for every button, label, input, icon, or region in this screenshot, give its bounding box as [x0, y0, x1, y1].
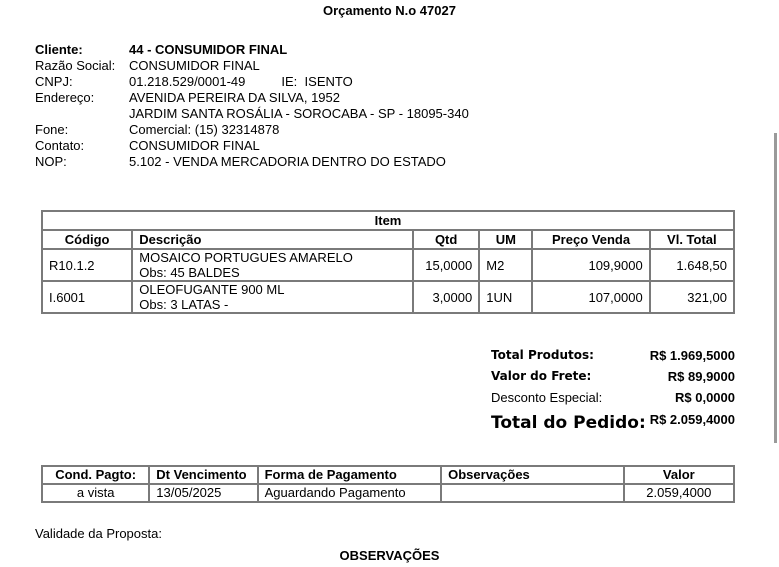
cell-total: 321,00 — [650, 281, 734, 313]
valor-frete-value: R$ 89,9000 — [667, 369, 735, 384]
info-value: Comercial: (15) 32314878 — [129, 122, 280, 137]
info-label: CNPJ: — [35, 74, 73, 89]
info-row-endereco — [35, 90, 469, 106]
col-header-vl-total: Vl. Total — [650, 230, 734, 249]
cell-codigo: R10.1.2 — [42, 249, 132, 281]
cell-obs — [441, 484, 624, 502]
info-value: CONSUMIDOR FINAL — [129, 138, 260, 153]
item-description: MOSAICO PORTUGUES AMARELO — [139, 250, 353, 265]
info-label: Cliente: — [35, 42, 83, 57]
table-row — [42, 249, 734, 281]
table-row — [42, 484, 734, 502]
totals-summary — [491, 345, 735, 438]
info-row-fone — [35, 122, 469, 138]
info-value: 44 - CONSUMIDOR FINAL — [129, 42, 288, 57]
col-header-descricao: Descrição — [132, 230, 413, 249]
cell-valor: 2.059,4000 — [624, 484, 734, 502]
info-value: JARDIM SANTA ROSÁLIA - SOROCABA - SP - 18095-340 — [129, 106, 469, 121]
cell-cond: a vista — [42, 484, 149, 502]
table-row — [42, 281, 734, 313]
item-obs: Obs: 45 BALDES — [139, 265, 240, 280]
observacoes-title: OBSERVAÇÕES — [339, 548, 440, 563]
cnpj-value: 01.218.529/0001-49 — [129, 74, 246, 89]
ie-value: ISENTO — [304, 74, 353, 89]
item-obs: Obs: 3 LATAS - — [139, 297, 229, 312]
info-value — [129, 74, 353, 90]
total-pedido-label: Total do Pedido: — [491, 413, 646, 433]
col-header-forma-pagamento: Forma de Pagamento — [258, 466, 442, 484]
col-header-codigo: Código — [42, 230, 132, 249]
desconto-label: Desconto Especial: — [491, 390, 603, 405]
col-header-cond-pagto: Cond. Pagto: — [42, 466, 149, 484]
item-description: OLEOFUGANTE 900 ML — [139, 282, 285, 297]
total-produtos-label: Total Produtos: — [491, 348, 594, 362]
cell-vencimento: 13/05/2025 — [149, 484, 257, 502]
info-value: CONSUMIDOR FINAL — [129, 58, 260, 73]
total-produtos-value: R$ 1.969,5000 — [649, 348, 735, 363]
page-title: Orçamento N.o 47027 — [323, 3, 456, 18]
cell-preco: 109,9000 — [532, 249, 649, 281]
info-label — [35, 106, 129, 122]
items-caption: Item — [42, 211, 734, 230]
payments-table — [41, 465, 735, 503]
total-produtos-row — [491, 345, 735, 366]
cell-descricao — [132, 249, 413, 281]
cell-forma: Aguardando Pagamento — [258, 484, 442, 502]
cell-qtd: 15,0000 — [413, 249, 479, 281]
col-header-dt-vencimento: Dt Vencimento — [149, 466, 257, 484]
info-row-contato — [35, 138, 469, 154]
total-pedido-row — [491, 408, 735, 438]
info-row-razao-social — [35, 58, 469, 74]
cell-um: 1UN — [479, 281, 532, 313]
cell-preco: 107,0000 — [532, 281, 649, 313]
info-row-nop — [35, 154, 469, 170]
info-label: Contato: — [35, 138, 85, 153]
desconto-value: R$ 0,0000 — [675, 390, 735, 405]
info-label: Fone: — [35, 122, 69, 137]
info-label: NOP: — [35, 154, 67, 169]
desconto-row — [491, 387, 735, 408]
col-header-preco-venda: Preço Venda — [532, 230, 649, 249]
info-value: AVENIDA PEREIRA DA SILVA, 1952 — [129, 90, 340, 105]
info-row-cliente — [35, 42, 469, 58]
total-pedido-value: R$ 2.059,4000 — [649, 412, 735, 427]
cell-qtd: 3,0000 — [413, 281, 479, 313]
vertical-scrollbar[interactable] — [774, 133, 777, 443]
info-label: Endereço: — [35, 90, 95, 105]
col-header-valor: Valor — [624, 466, 734, 484]
cell-descricao — [132, 281, 413, 313]
info-label: Razão Social: — [35, 58, 116, 73]
ie-label: IE: — [281, 74, 298, 89]
items-table — [41, 210, 735, 314]
info-value: 5.102 - VENDA MERCADORIA DENTRO DO ESTADO — [129, 154, 446, 169]
valor-frete-row — [491, 366, 735, 387]
col-header-um: UM — [479, 230, 532, 249]
info-row-endereco-2 — [35, 106, 469, 122]
valor-frete-label: Valor do Frete: — [491, 369, 592, 383]
client-info — [35, 42, 469, 170]
col-header-qtd: Qtd — [413, 230, 479, 249]
col-header-observacoes: Observações — [441, 466, 624, 484]
cell-total: 1.648,50 — [650, 249, 734, 281]
cell-codigo: I.6001 — [42, 281, 132, 313]
info-row-cnpj — [35, 74, 469, 90]
cell-um: M2 — [479, 249, 532, 281]
validade-label: Validade da Proposta: — [35, 526, 162, 541]
